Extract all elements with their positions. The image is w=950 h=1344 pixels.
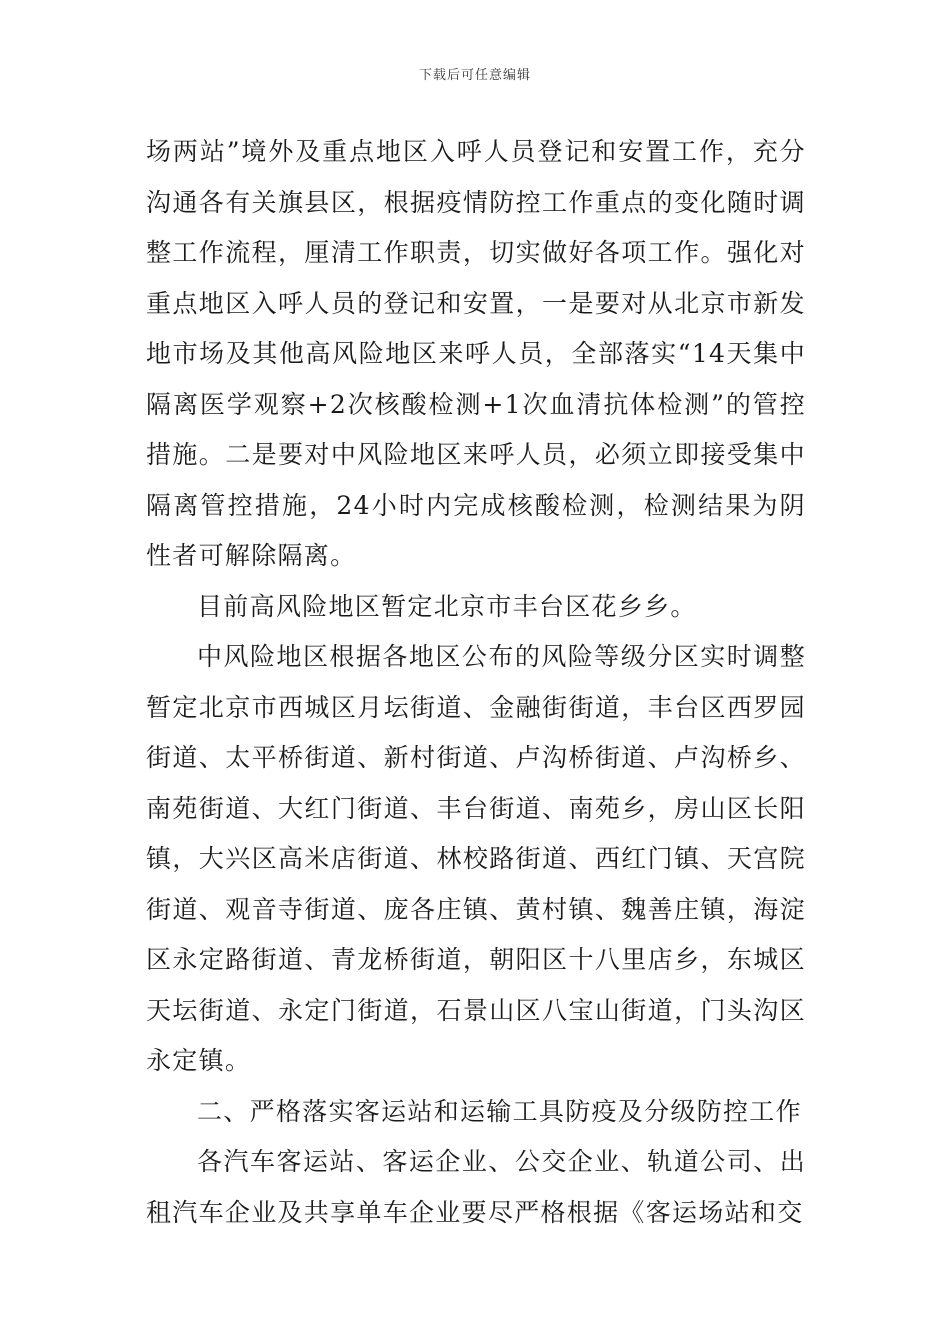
section-heading-2: 二、严格落实客运站和运输工具防疫及分级防控工作: [197, 1096, 802, 1126]
page-header-note: 下载后可任意编辑: [418, 68, 531, 83]
paragraph-continuation: 场两站”境外及重点地区入呼人员登记和安置工作，充分沟通各有关旗县区，根据疫情防控工作重点的变化随时调整工作流程，厘清工作职责，切实做好各项工作。强化对重点地区入呼人员的登记和安置，一是要对从北京市新发地市场及其他高风险地区来呼人员，全部落实“14天集中隔离医学观察+2次核酸检测+1次血清抗体检测”的管控措施。二是要对中风险地区来呼人员，必须立即接受集中隔离管控措施，24小时内完成核酸检测，检测结果为阴性者可解除隔离。: [146, 137, 806, 570]
paragraph-high-risk-area: 目前高风险地区暂定北京市丰台区花乡乡。: [197, 591, 697, 621]
document-body: [146, 127, 806, 1238]
paragraph-transport-enterprises: 各汽车客运站、客运企业、公交企业、轨道公司、出租汽车企业及共享单车企业要尽严格根据《客运场站和交: [146, 1147, 806, 1227]
paragraph-medium-risk-areas: 中风险地区根据各地区公布的风险等级分区实时调整暂定北京市西城区月坛街道、金融街街道，丰台区西罗园街道、太平桥街道、新村街道、卢沟桥街道、卢沟桥乡、南苑街道、大红门街道、丰台街道、南苑乡，房山区长阳镇，大兴区高米店街道、林校路街道、西红门镇、天宫院街道、观音寺街道、庞各庄镇、黄村镇、魏善庄镇，海淀区永定路街道、青龙桥街道，朝阳区十八里店乡，东城区天坛街道、永定门街道，石景山区八宝山街道，门头沟区永定镇。: [146, 642, 806, 1075]
